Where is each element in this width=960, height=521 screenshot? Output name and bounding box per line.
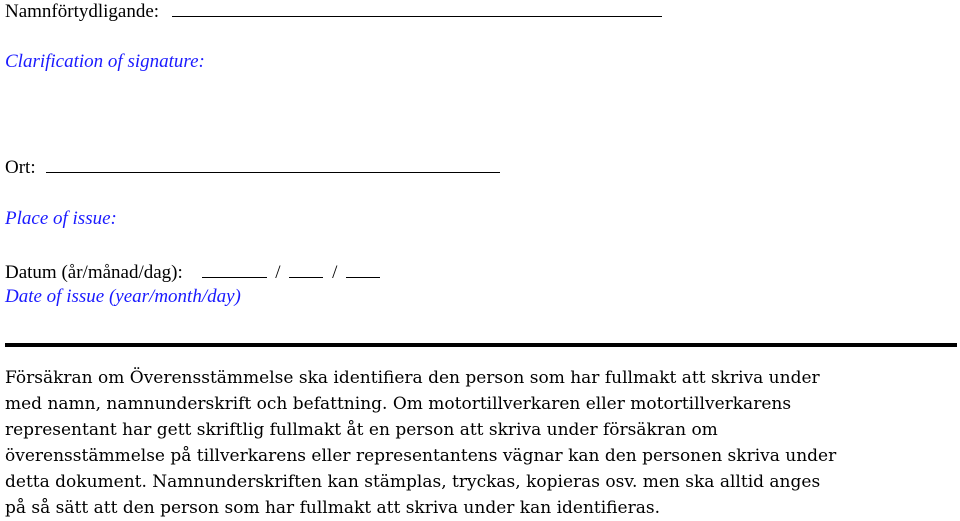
- notice-line: på så sätt att den person som har fullmakt att skriva under kan identifieras.: [5, 498, 660, 518]
- date-label: Datum (år/månad/dag):: [5, 262, 183, 283]
- place-english: Place of issue:: [5, 208, 117, 229]
- notice-line: med namn, namnunderskrift och befattning. Om motortillverkaren eller motortillverkarens: [5, 394, 792, 414]
- date-english: Date of issue (year/month/day): [5, 286, 241, 307]
- notice-line: representant har gett skriftlig fullmakt åt en person att skriva under försäkran om: [5, 420, 718, 440]
- date-row: [5, 261, 380, 284]
- date-year-field[interactable]: [202, 261, 267, 278]
- section-divider: [5, 343, 957, 347]
- signature-clarification-label: Namnförtydligande:: [5, 1, 160, 22]
- date-month-field[interactable]: [289, 261, 323, 278]
- notice-line: överensstämmelse på tillverkarens eller representantens vägnar kan den personen skriva under: [5, 446, 837, 466]
- date-separator: /: [275, 262, 281, 283]
- place-field[interactable]: [46, 156, 500, 173]
- notice-line: detta dokument. Namnunderskriften kan stämplas, tryckas, kopieras osv. men ska alltid anges: [5, 472, 821, 492]
- date-separator: /: [332, 262, 338, 283]
- signature-clarification-row: [5, 0, 662, 23]
- place-label: Ort:: [5, 157, 36, 178]
- notice-paragraph: [5, 365, 955, 521]
- date-day-field[interactable]: [346, 261, 380, 278]
- signature-clarification-field[interactable]: [172, 0, 662, 17]
- signature-clarification-english: Clarification of signature:: [5, 51, 205, 72]
- notice-line: Försäkran om Överensstämmelse ska identifiera den person som har fullmakt att skriva under: [5, 368, 820, 388]
- place-row: [5, 156, 500, 179]
